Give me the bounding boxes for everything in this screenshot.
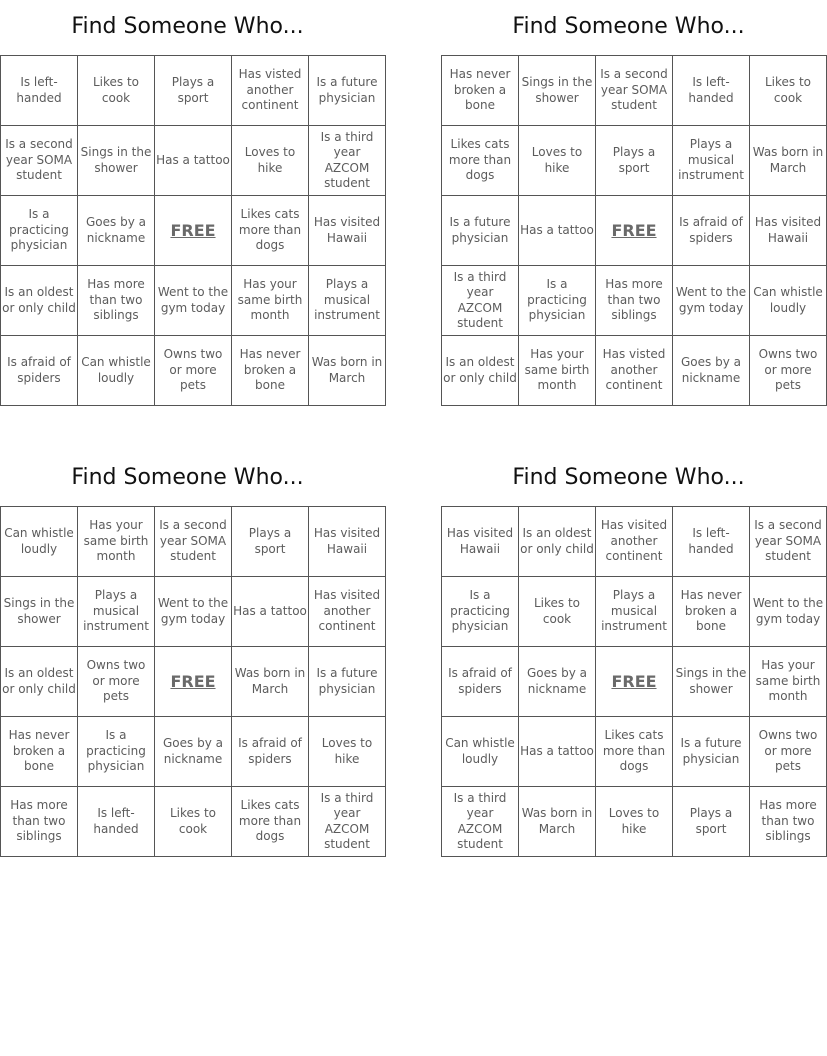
grid-cell[interactable]: Sings in the shower [1,577,78,647]
grid-cell[interactable]: Owns two or more pets [78,647,155,717]
bingo-grid [441,506,827,857]
grid-cell[interactable]: Can whistle loudly [750,266,827,336]
grid-cell[interactable]: Plays a musical instrument [596,577,673,647]
grid-cell[interactable]: Can whistle loudly [78,336,155,406]
grid-cell[interactable]: Has never broken a bone [673,577,750,647]
grid-cell[interactable]: Likes to cook [78,56,155,126]
grid-row [1,336,386,406]
grid-cell[interactable]: Has visited another continent [596,507,673,577]
grid-cell[interactable]: Is a second year SOMA student [155,507,232,577]
card-title: Find Someone Who... [512,14,745,39]
grid-row [1,647,386,717]
grid-cell[interactable]: Has your same birth month [519,336,596,406]
grid-cell[interactable]: Owns two or more pets [155,336,232,406]
grid-cell[interactable]: Has a tattoo [519,196,596,266]
grid-cell[interactable]: Sings in the shower [673,647,750,717]
grid-cell[interactable]: Is left-handed [78,787,155,857]
grid-cell[interactable]: Goes by a nickname [519,647,596,717]
grid-cell[interactable]: Plays a sport [232,507,309,577]
grid-cell[interactable]: Was born in March [309,336,386,406]
grid-cell[interactable]: Is an oldest or only child [442,336,519,406]
grid-cell[interactable]: Goes by a nickname [78,196,155,266]
grid-cell[interactable]: Was born in March [519,787,596,857]
grid-cell[interactable]: Goes by a nickname [155,717,232,787]
grid-cell[interactable]: Likes cats more than dogs [596,717,673,787]
grid-row [442,647,827,717]
free-space[interactable]: FREE [596,647,673,717]
grid-row [1,577,386,647]
grid-cell[interactable]: Goes by a nickname [673,336,750,406]
grid-cell[interactable]: Sings in the shower [78,126,155,196]
grid-cell[interactable]: Is a practicing physician [78,717,155,787]
grid-row [442,266,827,336]
grid-cell[interactable]: Owns two or more pets [750,336,827,406]
free-space[interactable]: FREE [155,647,232,717]
grid-cell[interactable]: Went to the gym today [155,266,232,336]
grid-cell[interactable]: Likes cats more than dogs [232,196,309,266]
grid-cell[interactable]: Was born in March [750,126,827,196]
grid-cell[interactable]: Has a tattoo [519,717,596,787]
grid-cell[interactable]: Is afraid of spiders [673,196,750,266]
grid-cell[interactable]: Likes cats more than dogs [442,126,519,196]
grid-row [1,507,386,577]
grid-cell[interactable]: Is a future physician [309,56,386,126]
grid-cell[interactable]: Has visted another continent [232,56,309,126]
grid-cell[interactable]: Went to the gym today [673,266,750,336]
grid-cell[interactable]: Is left-handed [1,56,78,126]
bingo-grid [0,55,386,406]
grid-cell[interactable]: Has never broken a bone [1,717,78,787]
grid-cell[interactable]: Has a tattoo [155,126,232,196]
grid-cell[interactable]: Is afraid of spiders [442,647,519,717]
grid-cell[interactable]: Has visited another continent [309,577,386,647]
grid-row [1,56,386,126]
grid-cell[interactable]: Is a third year AZCOM student [309,126,386,196]
grid-cell[interactable]: Has your same birth month [750,647,827,717]
grid-cell[interactable]: Loves to hike [309,717,386,787]
card-title: Find Someone Who... [71,14,304,39]
grid-cell[interactable]: Is an oldest or only child [1,266,78,336]
grid-cell[interactable]: Likes to cook [750,56,827,126]
grid-cell[interactable]: Is an oldest or only child [1,647,78,717]
grid-cell[interactable]: Has visited Hawaii [750,196,827,266]
free-space[interactable]: FREE [155,196,232,266]
grid-row [1,196,386,266]
grid-cell[interactable]: Loves to hike [596,787,673,857]
grid-cell[interactable]: Plays a sport [673,787,750,857]
grid-cell[interactable]: Has never broken a bone [232,336,309,406]
grid-row [1,787,386,857]
grid-cell[interactable]: Is a third year AZCOM student [442,787,519,857]
grid-cell[interactable]: Sings in the shower [519,56,596,126]
grid-row [442,126,827,196]
grid-row [1,717,386,787]
grid-cell[interactable]: Has visted another continent [596,336,673,406]
grid-row [442,577,827,647]
free-space[interactable]: FREE [596,196,673,266]
grid-cell[interactable]: Is a practicing physician [1,196,78,266]
grid-cell[interactable]: Owns two or more pets [750,717,827,787]
grid-cell[interactable]: Plays a sport [155,56,232,126]
grid-cell[interactable]: Is afraid of spiders [1,336,78,406]
grid-cell[interactable]: Plays a musical instrument [78,577,155,647]
grid-cell[interactable]: Is a third year AZCOM student [309,787,386,857]
bingo-grid [0,506,386,857]
grid-row [442,507,827,577]
grid-row [442,336,827,406]
grid-cell[interactable]: Has more than two siblings [596,266,673,336]
bingo-grid [441,55,827,406]
grid-cell[interactable]: Is a second year SOMA student [596,56,673,126]
grid-cell[interactable]: Is a third year AZCOM student [442,266,519,336]
grid-row [442,787,827,857]
grid-cell[interactable]: Loves to hike [519,126,596,196]
grid-cell[interactable]: Went to the gym today [155,577,232,647]
grid-cell[interactable]: Is a future physician [309,647,386,717]
grid-cell[interactable]: Can whistle loudly [1,507,78,577]
grid-row [1,266,386,336]
grid-cell[interactable]: Is a practicing physician [519,266,596,336]
grid-cell[interactable]: Is a future physician [673,717,750,787]
grid-cell[interactable]: Is a second year SOMA student [750,507,827,577]
grid-cell[interactable]: Can whistle loudly [442,717,519,787]
card-title: Find Someone Who... [71,465,304,490]
grid-cell[interactable]: Likes to cook [155,787,232,857]
grid-cell[interactable]: Went to the gym today [750,577,827,647]
grid-cell[interactable]: Has a tattoo [232,577,309,647]
grid-row [442,717,827,787]
card-title: Find Someone Who... [512,465,745,490]
grid-cell[interactable]: Was born in March [232,647,309,717]
grid-cell[interactable]: Is a second year SOMA student [1,126,78,196]
grid-row [442,56,827,126]
grid-cell[interactable]: Has more than two siblings [750,787,827,857]
grid-cell[interactable]: Plays a musical instrument [309,266,386,336]
grid-cell[interactable]: Likes cats more than dogs [232,787,309,857]
grid-cell[interactable]: Plays a musical instrument [673,126,750,196]
grid-row [1,126,386,196]
grid-cell[interactable]: Has more than two siblings [1,787,78,857]
grid-cell[interactable]: Is a practicing physician [442,577,519,647]
grid-cell[interactable]: Has more than two siblings [78,266,155,336]
grid-cell[interactable]: Likes to cook [519,577,596,647]
grid-cell[interactable]: Loves to hike [232,126,309,196]
grid-row [442,196,827,266]
grid-cell[interactable]: Is an oldest or only child [519,507,596,577]
grid-cell[interactable]: Is a future physician [442,196,519,266]
grid-cell[interactable]: Is afraid of spiders [232,717,309,787]
grid-cell[interactable]: Is left-handed [673,56,750,126]
grid-cell[interactable]: Plays a sport [596,126,673,196]
grid-cell[interactable]: Has visited Hawaii [309,196,386,266]
grid-cell[interactable]: Has visited Hawaii [442,507,519,577]
grid-cell[interactable]: Has your same birth month [78,507,155,577]
grid-cell[interactable]: Is left-handed [673,507,750,577]
grid-cell[interactable]: Has visited Hawaii [309,507,386,577]
grid-cell[interactable]: Has never broken a bone [442,56,519,126]
grid-cell[interactable]: Has your same birth month [232,266,309,336]
